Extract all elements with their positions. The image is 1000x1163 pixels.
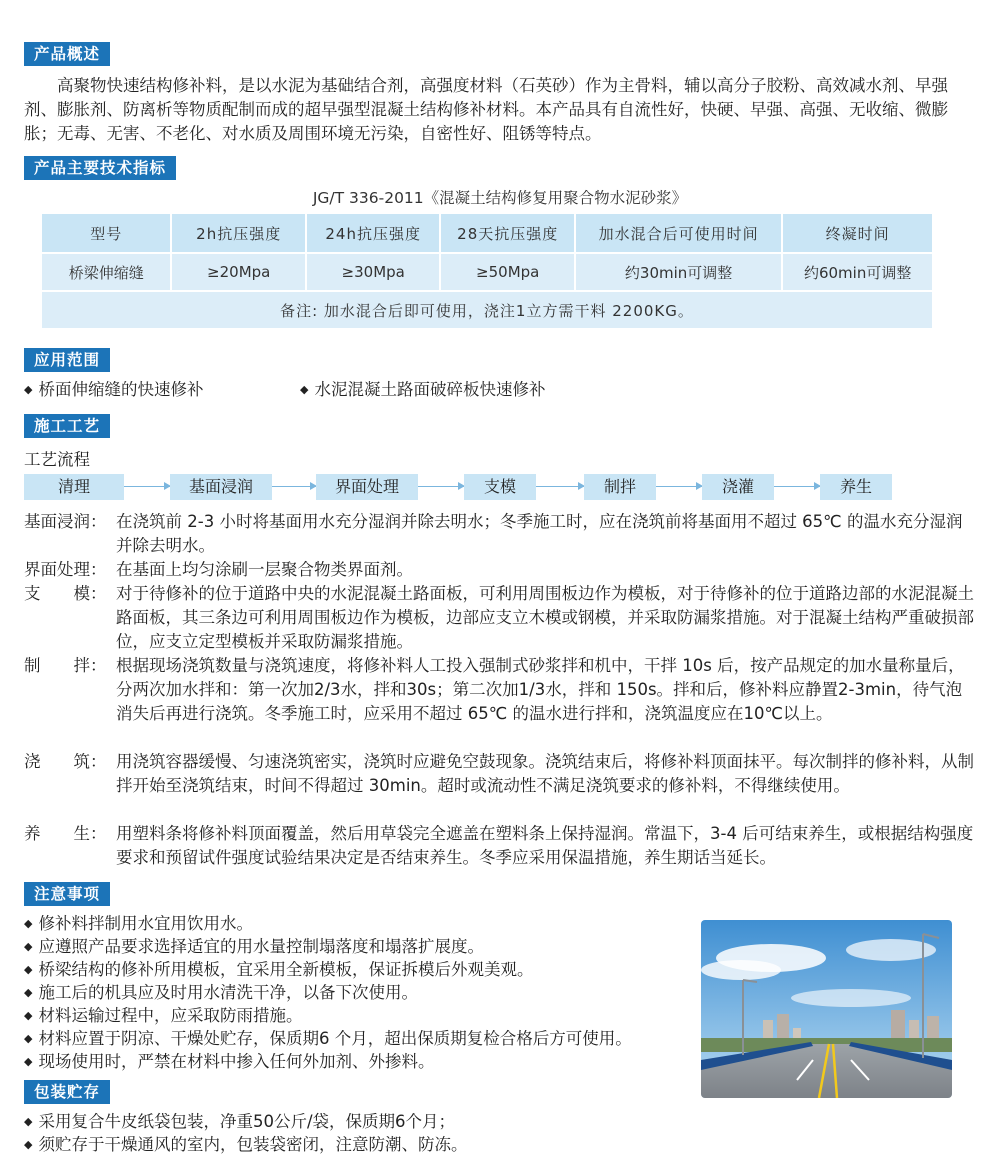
diamond-bullet-icon: ◆ (24, 940, 33, 953)
section-heading-notes: 注意事项 (24, 882, 110, 906)
process-detail-pouring (24, 750, 976, 798)
flow-step-pouring: 浇灌 (702, 474, 774, 500)
section-heading-process: 施工工艺 (24, 414, 110, 438)
process-detail-curing (24, 822, 976, 870)
arrow-right-icon (272, 486, 316, 487)
process-detail-text: 用浇筑容器缓慢、匀速浇筑密实，浇筑时应避免空鼓现象。浇筑结束后，将修补料顶面抹平。每次制拌的修补料，从制拌开始至浇筑结束，时间不得超过 30min。超时或流动性不满足浇筑要求的修补料，不得继续使用。 (116, 752, 974, 795)
note-item: ◆ 修补料拌制用水宜用饮用水。 (24, 914, 253, 933)
spec-cell: ≥20Mpa (172, 254, 305, 290)
diamond-bullet-icon: ◆ (24, 986, 33, 999)
spec-cell: ≥30Mpa (307, 254, 440, 290)
section-heading-packaging: 包装贮存 (24, 1080, 110, 1104)
note-item: ◆ 应遵照产品要求选择适宜的用水量控制塌落度和塌落扩展度。 (24, 937, 484, 956)
flow-step-formwork: 支模 (464, 474, 536, 500)
process-detail-text: 对于待修补的位于道路中央的水泥混凝土路面板，可利用周围板边作为模板，对于待修补的位于道路边部的水泥混凝土路面板，其三条边可利用周围板边作为模板，边部应支立木模或钢模，并采取防漏浆措施。对于混凝土结构严重破损部位，应支立定型模板并采取防漏浆措施。 (116, 584, 974, 651)
application-item: ◆ 水泥混凝土路面破碎板快速修补 (300, 380, 546, 399)
flow-step-mixing: 制拌 (584, 474, 656, 500)
spec-table (40, 212, 934, 330)
packaging-item: ◆ 须贮存于干燥通风的室内，包装袋密闭，注意防潮、防冻。 (24, 1135, 468, 1154)
flow-step-wetting: 基面浸润 (170, 474, 272, 500)
diamond-bullet-icon: ◆ (300, 383, 309, 396)
arrow-right-icon (656, 486, 702, 487)
arrow-right-icon (418, 486, 464, 487)
diamond-bullet-icon: ◆ (24, 383, 33, 396)
process-detail-label: 浇 筑： (24, 752, 107, 771)
spec-header-cell: 终凝时间 (783, 214, 932, 252)
process-detail-label: 界面处理： (24, 560, 107, 579)
process-detail-formwork (24, 582, 976, 654)
note-item: ◆ 材料应置于阴凉、干燥处贮存，保质期6 个月，超出保质期复检合格后方可使用。 (24, 1029, 632, 1048)
process-detail-text: 在浇筑前 2-3 小时将基面用水充分湿润并除去明水；冬季施工时，应在浇筑前将基面用不超过 65℃ 的温水充分湿润并除去明水。 (116, 512, 963, 555)
flow-step-clean: 清理 (24, 474, 124, 500)
spec-cell: 约30min可调整 (576, 254, 781, 290)
bridge-road-photo (701, 920, 952, 1098)
process-detail-label: 制 拌： (24, 656, 107, 675)
diamond-bullet-icon: ◆ (24, 1115, 33, 1128)
note-item: ◆ 施工后的机具应及时用水清洗干净，以备下次使用。 (24, 983, 418, 1002)
spec-table-header-row (42, 214, 932, 252)
process-detail-label: 基面浸润： (24, 512, 107, 531)
spec-header-cell: 加水混合后可使用时间 (576, 214, 781, 252)
diamond-bullet-icon: ◆ (24, 1009, 33, 1022)
packaging-item: ◆ 采用复合牛皮纸袋包装，净重50公斤/袋，保质期6个月； (24, 1112, 456, 1131)
process-detail-interface (24, 558, 976, 582)
spec-cell: 约60min可调整 (783, 254, 932, 290)
flow-label: 工艺流程 (24, 450, 90, 469)
process-detail-wetting (24, 510, 976, 558)
spec-note: 备注: 加水混合后即可使用，浇注1立方需干料 2200KG。 (42, 292, 932, 328)
spec-cell: ≥50Mpa (441, 254, 574, 290)
spec-header-cell: 24h抗压强度 (307, 214, 440, 252)
spec-header-cell: 2h抗压强度 (172, 214, 305, 252)
process-detail-label: 支 模： (24, 584, 107, 603)
spec-cell: 桥梁伸缩缝 (42, 254, 170, 290)
process-detail-text: 根据现场浇筑数量与浇筑速度，将修补料人工投入强制式砂浆拌和机中，干拌 10s 后，按产品规定的加水量称量后，分两次加水拌和：第一次加2/3水，拌和30s；第二次加1/3水，拌和 150s。拌和后，修补料应静置2-3min，待气泡消失后再进行浇筑。冬季施工时，应采用不超过 65℃ 的温水进行拌和，浇筑温度应在10℃以上。 (116, 656, 965, 723)
bridge-road-illustration (701, 920, 952, 1098)
process-detail-mixing (24, 654, 976, 726)
note-item: ◆ 材料运输过程中，应采取防雨措施。 (24, 1006, 303, 1025)
note-item: ◆ 现场使用时，严禁在材料中掺入任何外加剂、外掺料。 (24, 1052, 435, 1071)
flow-step-curing: 养生 (820, 474, 892, 500)
section-heading-application: 应用范围 (24, 348, 110, 372)
diamond-bullet-icon: ◆ (24, 1055, 33, 1068)
arrow-right-icon (774, 486, 820, 487)
overview-text: 高聚物快速结构修补料，是以水泥为基础结合剂，高强度材料（石英砂）作为主骨料，辅以高分子胶粉、高效减水剂、早强剂、膨胀剂、防离析等物质配制而成的超早强型混凝土结构修补材料。本产品具有自流性好，快硬、早强、高强、无收缩、微膨胀；无毒、无害、不老化、对水质及周围环境无污染，自密性好、阻锈等特点。 (24, 76, 948, 143)
process-detail-text: 在基面上均匀涂刷一层聚合物类界面剂。 (116, 560, 413, 579)
arrow-right-icon (124, 486, 170, 487)
section-heading-overview: 产品概述 (24, 42, 110, 66)
process-detail-text: 用塑料条将修补料顶面覆盖，然后用草袋完全遮盖在塑料条上保持湿润。常温下，3-4 后可结束养生，或根据结构强度要求和预留试件强度试验结果决定是否结束养生。冬季应采用保温措施，养生期话当延长。 (116, 824, 974, 867)
arrow-right-icon (536, 486, 584, 487)
section-heading-specs: 产品主要技术指标 (24, 156, 176, 180)
spec-table-row (42, 254, 932, 290)
flow-step-interface: 界面处理 (316, 474, 418, 500)
diamond-bullet-icon: ◆ (24, 963, 33, 976)
spec-header-cell: 28天抗压强度 (441, 214, 574, 252)
application-item: ◆ 桥面伸缩缝的快速修补 (24, 380, 204, 399)
overview-paragraph (24, 74, 976, 146)
standard-title: JG/T 336-2011《混凝土结构修复用聚合物水泥砂浆》 (312, 189, 688, 207)
spec-header-cell: 型号 (42, 214, 170, 252)
diamond-bullet-icon: ◆ (24, 1138, 33, 1151)
process-detail-label: 养 生： (24, 824, 107, 843)
diamond-bullet-icon: ◆ (24, 917, 33, 930)
note-item: ◆ 桥梁结构的修补所用模板，宜采用全新模板，保证拆模后外观美观。 (24, 960, 534, 979)
spec-table-note-row (42, 292, 932, 328)
diamond-bullet-icon: ◆ (24, 1032, 33, 1045)
